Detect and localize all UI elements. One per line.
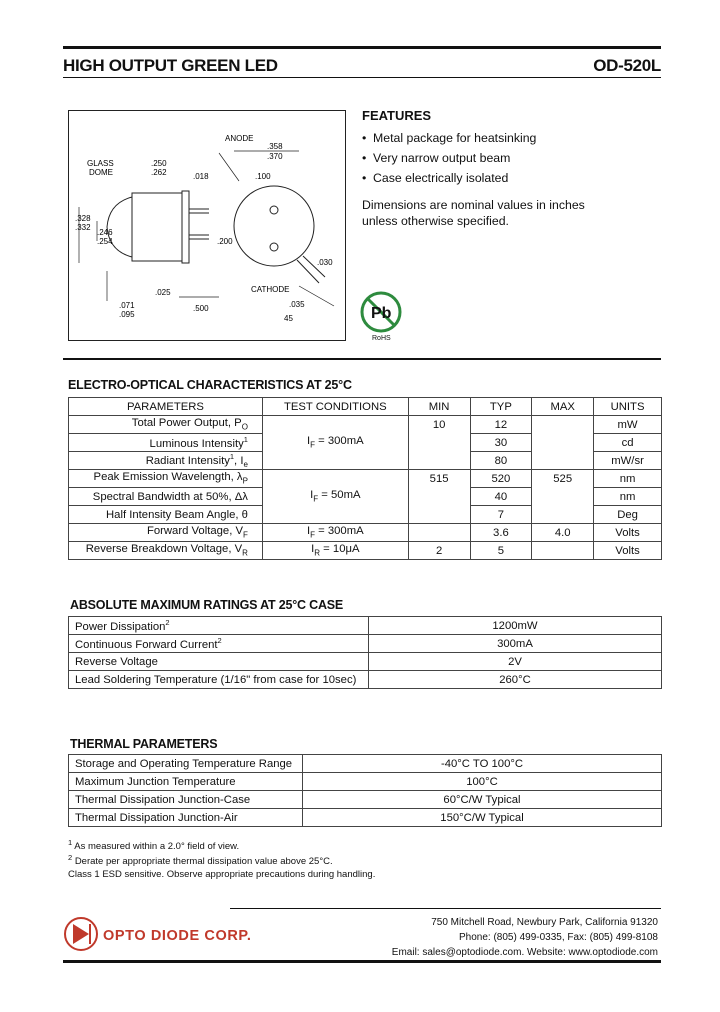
contact-line: Email: sales@optodiode.com. Website: www.optodiode.com	[391, 947, 658, 958]
thermal-value: 100°C	[302, 773, 661, 791]
dim-246: .246	[97, 228, 113, 237]
min-cell	[408, 452, 470, 470]
cond-cell: $I_F = 50mA$	[262, 488, 408, 506]
amr-label: Continuous Forward Current$^2$	[69, 635, 369, 653]
amr-table	[68, 616, 662, 689]
dim-262: .262	[151, 168, 167, 177]
dim-200: .200	[217, 237, 233, 246]
dim-358: .358	[267, 142, 283, 151]
max-cell	[532, 488, 594, 506]
label-dome: DOME	[89, 168, 113, 177]
dim-250: .250	[151, 159, 167, 168]
section-divider	[63, 358, 661, 360]
eo-heading: ELECTRO-OPTICAL CHARACTERISTICS AT 25°C	[68, 378, 352, 392]
min-cell	[408, 434, 470, 452]
esd-note: Class 1 ESD sensitive. Observe appropriate precautions during handling.	[68, 869, 376, 880]
dim-071: .071	[119, 301, 135, 310]
typ-cell: 40	[470, 488, 532, 506]
table-row	[69, 416, 662, 434]
min-cell: 10	[408, 416, 470, 434]
units-cell: Volts	[594, 524, 662, 542]
typ-cell: 30	[470, 434, 532, 452]
dim-500: .500	[193, 304, 209, 313]
dim-45: 45	[284, 314, 293, 323]
col-test-conditions: TEST CONDITIONS	[262, 398, 408, 416]
thermal-value: -40°C TO 100°C	[302, 755, 661, 773]
table-row	[69, 470, 662, 488]
table-row	[69, 755, 662, 773]
footnote-2: $^2$ Derate per appropriate thermal dissipation value above 25°C.	[68, 853, 333, 868]
table-row	[69, 452, 662, 470]
max-cell: 525	[532, 470, 594, 488]
typ-cell: 520	[470, 470, 532, 488]
table-row	[69, 671, 662, 689]
max-cell	[532, 452, 594, 470]
rohs-logo	[358, 290, 404, 342]
dimension-drawing	[68, 110, 346, 341]
eo-table	[68, 397, 662, 560]
amr-label: Power Dissipation$^2$	[69, 617, 369, 635]
company-name: OPTO DIODE CORP.	[103, 928, 252, 944]
end-view-circle	[234, 186, 314, 266]
dim-100: .100	[255, 172, 271, 181]
typ-cell: 7	[470, 506, 532, 524]
cond-cell: $I_F = 300mA$	[262, 434, 408, 452]
thermal-table	[68, 754, 662, 827]
features-section	[362, 108, 662, 229]
units-cell: nm	[594, 470, 662, 488]
amr-value: 1200mW	[368, 617, 661, 635]
dim-254: .254	[97, 237, 113, 246]
label-glass: GLASS	[87, 159, 114, 168]
table-row	[69, 773, 662, 791]
units-cell: mW	[594, 416, 662, 434]
param-cell: Radiant Intensity$^1$, $I_e$	[69, 452, 263, 470]
thermal-heading: THERMAL PARAMETERS	[70, 737, 218, 751]
param-cell: Peak Emission Wavelength, $\lambda_P$	[69, 470, 263, 488]
part-number: OD-520L	[593, 56, 661, 75]
table-row	[69, 809, 662, 827]
thermal-value: 60°C/W Typical	[302, 791, 661, 809]
top-rule	[63, 46, 661, 49]
dim-332: .332	[75, 223, 91, 232]
max-cell	[532, 416, 594, 434]
footnote-1: $^1$ As measured within a 2.0° field of view.	[68, 838, 240, 853]
cond-cell	[262, 416, 408, 434]
led-flange	[182, 191, 189, 263]
thermal-label: Maximum Junction Temperature	[69, 773, 303, 791]
feature-item: • Case electrically isolated	[362, 171, 509, 185]
thermal-value: 150°C/W Typical	[302, 809, 661, 827]
col-max: MAX	[532, 398, 594, 416]
units-cell: Deg	[594, 506, 662, 524]
units-cell: mW/sr	[594, 452, 662, 470]
dimensions-note: Dimensions are nominal values in inches unless otherwise specified.	[362, 198, 585, 228]
units-cell: Volts	[594, 542, 662, 560]
min-cell: 515	[408, 470, 470, 488]
cond-cell: $I_F = 300mA$	[262, 524, 408, 542]
phone-line: Phone: (805) 499-0335, Fax: (805) 499-8108	[458, 932, 658, 943]
param-cell: Spectral Bandwidth at 50%, Δλ	[69, 488, 263, 506]
dim-018: .018	[193, 172, 209, 181]
min-cell: 2	[408, 542, 470, 560]
typ-cell: 12	[470, 416, 532, 434]
col-parameters: PARAMETERS	[69, 398, 263, 416]
typ-cell: 3.6	[470, 524, 532, 542]
param-cell: Half Intensity Beam Angle, θ	[69, 506, 263, 524]
cond-cell	[262, 452, 408, 470]
col-units: UNITS	[594, 398, 662, 416]
max-cell	[532, 542, 594, 560]
table-row	[69, 653, 662, 671]
table-row	[69, 524, 662, 542]
typ-cell: 5	[470, 542, 532, 560]
table-row	[69, 488, 662, 506]
typ-cell: 80	[470, 452, 532, 470]
address-line: 750 Mitchell Road, Newbury Park, California 91320	[431, 917, 658, 928]
feature-item: • Very narrow output beam	[362, 151, 511, 165]
table-row	[69, 506, 662, 524]
table-row	[69, 542, 662, 560]
footer-thin-rule	[230, 908, 661, 909]
amr-value: 300mA	[368, 635, 661, 653]
max-cell	[532, 434, 594, 452]
eo-header-row	[69, 398, 662, 416]
amr-label: Reverse Voltage	[69, 653, 369, 671]
thermal-label: Thermal Dissipation Junction-Air	[69, 809, 303, 827]
thermal-label: Storage and Operating Temperature Range	[69, 755, 303, 773]
amr-heading: ABSOLUTE MAXIMUM RATINGS AT 25°C CASE	[70, 598, 344, 612]
param-cell: Forward Voltage, $V_F$	[69, 524, 263, 542]
min-cell	[408, 506, 470, 524]
amr-label: Lead Soldering Temperature (1/16" from case for 10sec)	[69, 671, 369, 689]
min-cell	[408, 488, 470, 506]
rohs-label: RoHS	[372, 335, 391, 342]
max-cell	[532, 506, 594, 524]
dim-328: .328	[75, 214, 91, 223]
amr-value: 2V	[368, 653, 661, 671]
units-cell: nm	[594, 488, 662, 506]
param-cell: Total Power Output, $P_O$	[69, 416, 263, 434]
label-anode: ANODE	[225, 134, 254, 143]
table-row	[69, 635, 662, 653]
bottom-rule	[63, 960, 661, 963]
cond-cell: $I_R = 10\mu A$	[262, 542, 408, 560]
col-min: MIN	[408, 398, 470, 416]
max-cell: 4.0	[532, 524, 594, 542]
table-row	[69, 434, 662, 452]
table-row	[69, 617, 662, 635]
col-typ: TYP	[470, 398, 532, 416]
cond-cell	[262, 470, 408, 488]
dim-095: .095	[119, 310, 135, 319]
led-dome	[107, 197, 132, 257]
company-logo	[63, 914, 273, 954]
thermal-label: Thermal Dissipation Junction-Case	[69, 791, 303, 809]
dim-030: .030	[317, 258, 333, 267]
dim-370: .370	[267, 152, 283, 161]
pb-symbol: Pb	[371, 305, 392, 322]
cond-cell	[262, 506, 408, 524]
dim-025: .025	[155, 288, 171, 297]
min-cell	[408, 524, 470, 542]
units-cell: cd	[594, 434, 662, 452]
dim-035: .035	[289, 300, 305, 309]
param-cell: Reverse Breakdown Voltage, $V_R$	[69, 542, 263, 560]
page-title: HIGH OUTPUT GREEN LED	[63, 56, 278, 75]
features-heading: FEATURES	[362, 108, 432, 123]
param-cell: Luminous Intensity$^1$	[69, 434, 263, 452]
amr-value: 260°C	[368, 671, 661, 689]
led-body	[132, 193, 182, 261]
table-row	[69, 791, 662, 809]
company-address	[392, 915, 658, 960]
feature-item: • Metal package for heatsinking	[362, 131, 537, 145]
label-cathode: CATHODE	[251, 285, 290, 294]
title-underline	[63, 77, 661, 78]
